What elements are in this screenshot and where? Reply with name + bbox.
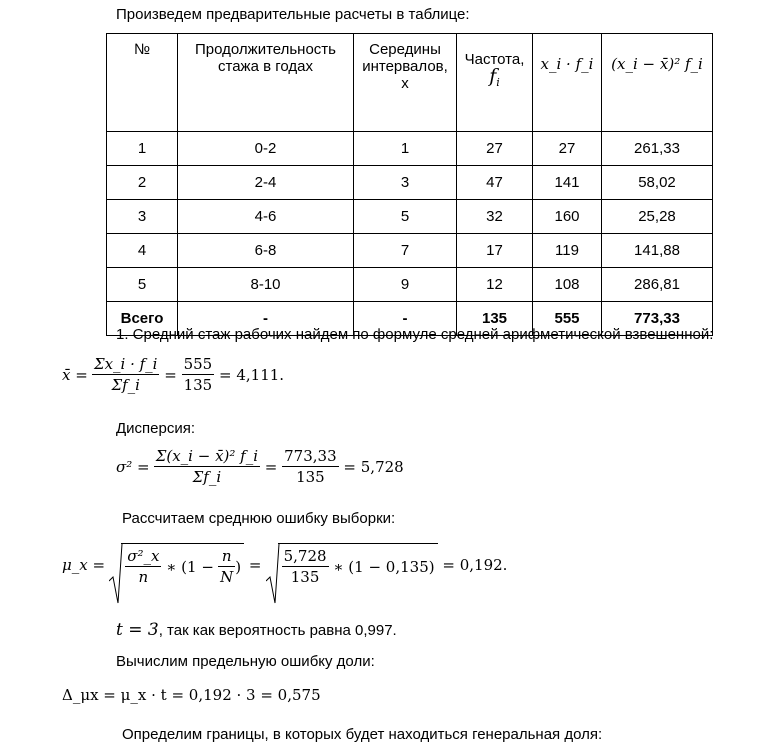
variance-result: = 5,728	[343, 457, 404, 476]
cell-xf: 119	[533, 234, 602, 268]
table-row	[107, 200, 713, 234]
cell-range: 4-6	[178, 200, 354, 234]
cell-freq: 135	[457, 302, 533, 336]
mean-lhs: x̄ =	[62, 365, 88, 384]
limit-error-text: Вычислим предельную ошибку доли:	[116, 653, 375, 670]
mean-den-value: 135	[183, 376, 213, 394]
table-row	[107, 234, 713, 268]
step1-text: 1. Средний стаж рабочих найдем по формуле средней арифметической взвешенной:	[116, 326, 714, 343]
inner2-den: 135	[282, 566, 329, 586]
cell-mid: -	[354, 302, 457, 336]
cell-mid: 5	[354, 200, 457, 234]
variance-lhs: σ² =	[116, 457, 150, 476]
cell-freq: 47	[457, 166, 533, 200]
cell-mid: 3	[354, 166, 457, 200]
mean-formula: x̄ = $\frac{\Sigma x\_i \cdot f\_i}{\Sigma f\_i}$ = $\frac{555}{135}$ = 4,111.	[62, 355, 285, 394]
variance-num: Σ(x_i − x̄)² f_i	[155, 447, 259, 465]
intro-text: Произведем предварительные расчеты в таблице:	[116, 6, 470, 23]
cell-freq: 32	[457, 200, 533, 234]
cell-dev: 773,33	[602, 302, 713, 336]
t-formula: t = 3	[116, 620, 159, 640]
dispersion-label: Дисперсия:	[116, 420, 196, 437]
cell-mid: 7	[354, 234, 457, 268]
t-text: , так как вероятность равна 0,997.	[158, 622, 397, 639]
table-row	[107, 268, 713, 302]
header-deviation: (x_i − x̄)² f_i	[602, 34, 713, 132]
sigma-sq-x: σ²_x	[127, 547, 160, 565]
inner2-num: 5,728	[283, 547, 327, 565]
mean-num-value: 555	[183, 355, 213, 373]
cell-freq: 12	[457, 268, 533, 302]
mu-lhs: μ_x =	[62, 555, 106, 574]
variance-formula: σ² = $\frac{\text{Σ(x\_i − x̄)² f\_i}}{\Sigma f\_i}$ = $\frac{773,33}{135}$ = 5,728	[116, 447, 404, 486]
variance-den-value: 135	[282, 466, 339, 486]
t-line	[116, 620, 397, 640]
cell-freq: 17	[457, 234, 533, 268]
mu-formula	[62, 543, 507, 586]
cell-xf: 27	[533, 132, 602, 166]
cell-dev: 261,33	[602, 132, 713, 166]
calc-table	[106, 33, 713, 336]
cell-xf: 108	[533, 268, 602, 302]
cell-range: 2-4	[178, 166, 354, 200]
cell-xf: 555	[533, 302, 602, 336]
cell-mid: 1	[354, 132, 457, 166]
table-row	[107, 132, 713, 166]
cell-dev: 141,88	[602, 234, 713, 268]
sample-error-text: Рассчитаем среднюю ошибку выборки:	[122, 510, 396, 527]
table-row	[107, 166, 713, 200]
cell-dev: 25,28	[602, 200, 713, 234]
cell-total-label: Всего	[107, 302, 178, 336]
header-xf: x_i · f_i	[533, 34, 602, 132]
table-header-row	[107, 34, 713, 132]
sqrt-2	[266, 543, 438, 586]
cell-range: 8-10	[178, 268, 354, 302]
cell-range: -	[178, 302, 354, 336]
header-duration: Продолжительность стажа в годах	[178, 34, 354, 132]
header-frequency: Частота, $f_i$	[457, 34, 533, 132]
header-midpoints: Середины интервалов, х	[354, 34, 457, 132]
cell-no: 2	[107, 166, 178, 200]
frac-n: n	[221, 547, 232, 565]
variance-num-value: 773,33	[284, 447, 337, 465]
cell-dev: 286,81	[602, 268, 713, 302]
mu-tail-2: ∗ (1 − 0,135)	[333, 557, 435, 576]
delta-formula: Δ_μx = μ_x · t = 0,192 · 3 = 0,575	[62, 686, 321, 704]
mu-eq: =	[248, 555, 262, 574]
cell-no: 3	[107, 200, 178, 234]
sqrt-1	[109, 543, 244, 586]
cell-mid: 9	[354, 268, 457, 302]
cell-no: 4	[107, 234, 178, 268]
cell-xf: 160	[533, 200, 602, 234]
cell-range: 6-8	[178, 234, 354, 268]
header-no: №	[107, 34, 178, 132]
mu-result: = 0,192.	[442, 555, 508, 574]
cell-no: 1	[107, 132, 178, 166]
cell-xf: 141	[533, 166, 602, 200]
cell-dev: 58,02	[602, 166, 713, 200]
mu-close: )	[235, 557, 242, 576]
cell-freq: 27	[457, 132, 533, 166]
variance-den: Σf_i	[154, 466, 260, 486]
mean-result: = 4,111.	[219, 365, 285, 384]
mean-den: Σf_i	[92, 374, 160, 394]
cell-range: 0-2	[178, 132, 354, 166]
mean-num: Σx_i · f_i	[93, 355, 158, 373]
mu-tail-1: ∗ (1 −	[166, 557, 214, 576]
bounds-text: Определим границы, в которых будет находиться генеральная доля:	[122, 726, 603, 743]
sigma-den-n: n	[125, 566, 161, 586]
frac-N: N	[220, 568, 234, 586]
cell-no: 5	[107, 268, 178, 302]
